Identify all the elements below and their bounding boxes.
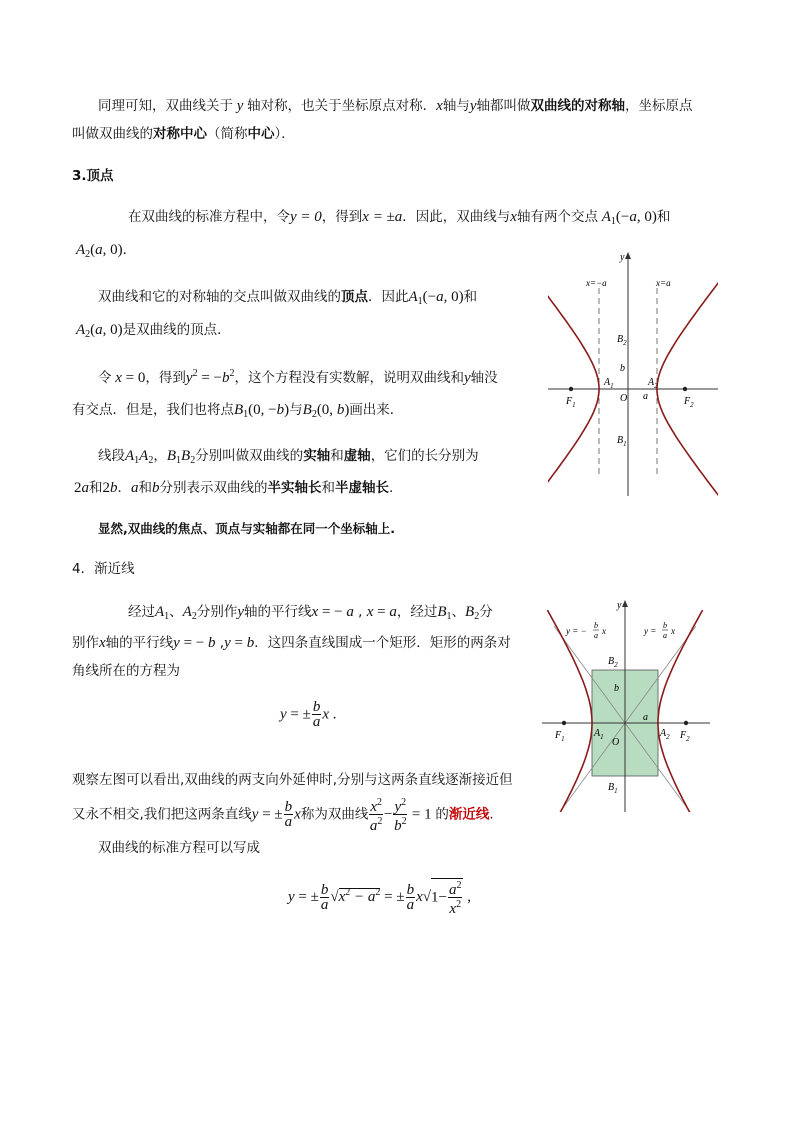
- label-a2: $A_2$: [648, 377, 658, 390]
- label-f2: $F_2$: [680, 730, 690, 743]
- label-f1: $F_1$: [566, 396, 576, 409]
- y-axis-arrow-icon: [625, 252, 631, 259]
- svg-text:x: x: [602, 626, 606, 636]
- label-origin: O: [612, 737, 620, 748]
- svg-text:y =: y =: [644, 626, 657, 636]
- label-b2: $B_2$: [617, 334, 627, 347]
- focus-f1: [562, 721, 566, 725]
- label-b2: $B_2$: [608, 656, 618, 669]
- left-branch: [548, 265, 599, 496]
- para-symmetry-2: 叫做双曲线的对称中心（简称中心）．: [72, 126, 295, 142]
- para-rectangle: 经过$A_1$、$A_2$分别作y轴的平行线x = − a , x = a，经过$B_1$、$B_2$分: [128, 604, 493, 622]
- para-axes-2: 2a和2b．a和b分别表示双曲线的半实轴长和半虚轴长.: [74, 480, 394, 496]
- para-same-axis: 显然,双曲线的焦点、顶点与实轴都在同一个坐标轴上.: [98, 521, 395, 536]
- label-a2: $A_2$: [660, 728, 670, 741]
- heading-vertex: 3.顶点: [72, 168, 114, 184]
- label-b: b: [620, 363, 625, 374]
- label-b1: $B_1$: [617, 435, 627, 448]
- label-a: a: [643, 391, 648, 402]
- para-vertex-eq: 在双曲线的标准方程中，令y = 0，得到x = ±a．因此，双曲线与x轴有两个交点 $A_1(-a$, 0)和: [128, 209, 671, 227]
- y-label: y: [617, 600, 622, 611]
- svg-text:b: b: [594, 621, 598, 630]
- para-imag-points-2: 有交点．但是，我们也将点$B_1(0$, −b)与$B_2(0$, b)画出来．: [72, 402, 404, 420]
- para-vertex-def: 双曲线和它的对称轴的交点叫做双曲线的顶点．因此$A_1(-a$, 0)和: [98, 289, 478, 307]
- para-symmetry-1: 同理可知，双曲线关于 y 轴对称，也关于坐标原点对称．x轴与y轴都叫做双曲线的对称轴，坐标原点: [98, 98, 693, 114]
- asymptote-figure: [542, 596, 714, 812]
- para-vertex-def-2: $A_2(a$, 0)是双曲线的顶点．: [76, 322, 231, 340]
- svg-text:b: b: [663, 621, 667, 630]
- focus-f1: [569, 387, 573, 391]
- svg-text:a: a: [663, 631, 667, 640]
- para-rectangle-3: 角线所在的方程为: [72, 663, 180, 679]
- left-branch: [547, 610, 592, 812]
- para-standard-form: 双曲线的标准方程可以写成: [98, 840, 260, 856]
- para-axes: 线段$A_1A_2$，$B_1B_2$分别叫做双曲线的实轴和虚轴，它们的长分别为: [98, 448, 479, 466]
- para-rectangle-2: 别作x轴的平行线y = − b ,y = b．这四条直线围成一个矩形．矩形的两条对: [72, 635, 511, 651]
- label-a1: $A_1$: [604, 377, 614, 390]
- right-branch: [658, 610, 703, 812]
- label-f1: $F_1$: [555, 730, 565, 743]
- formula-asymptote: y = ± $\frac{b}{a}$ x .: [280, 699, 337, 730]
- para-vertex-eq-2: $A_2(a$, 0)．: [76, 242, 137, 260]
- label-a: a: [643, 712, 648, 723]
- svg-text:a: a: [594, 631, 598, 640]
- para-imag-points: 令 x = 0，得到$y^2 = -b^2$，这个方程没有实数解，说明双曲线和y轴没: [98, 368, 498, 386]
- label-x-neg-a: x=−a: [586, 278, 607, 288]
- hyperbola-vertex-figure: [548, 248, 718, 496]
- para-asymptote-def: 观察左图可以看出,双曲线的两支向外延伸时,分别与这两条直线逐渐接近但: [72, 772, 513, 788]
- label-b: b: [614, 683, 619, 694]
- y-label: y: [620, 252, 625, 263]
- y-axis-arrow-icon: [622, 600, 628, 607]
- svg-text:x: x: [671, 626, 675, 636]
- label-a1: $A_1$: [594, 728, 604, 741]
- label-origin: O: [620, 393, 628, 404]
- label-x-a: x=a: [656, 278, 671, 288]
- formula-rewrite: y = ± $\frac{b}{a}$ $√x^2 - a^2$ = ± $\frac{b}{a}$ x√1− $\frac{a^2}{x^2}$ ,: [288, 880, 471, 917]
- focus-f2: [684, 721, 688, 725]
- asymptote-label-right: [643, 621, 675, 640]
- right-branch: [657, 265, 718, 496]
- focus-f2: [683, 387, 687, 391]
- label-f2: $F_2$: [684, 396, 694, 409]
- asymptote-label-left: [565, 621, 606, 640]
- svg-text:y = −: y = −: [566, 626, 587, 636]
- label-b1: $B_1$: [608, 782, 618, 795]
- para-asymptote-def-2: 又永不相交,我们把这两条直线y = ± $\frac{b}{a}$ x称为双曲线 $\frac{x^2}{a^2}$ − $\frac{y^2}{b^2}$ = 1 的渐近线.: [72, 797, 494, 834]
- heading-asymptote: 4．渐近线: [72, 561, 135, 577]
